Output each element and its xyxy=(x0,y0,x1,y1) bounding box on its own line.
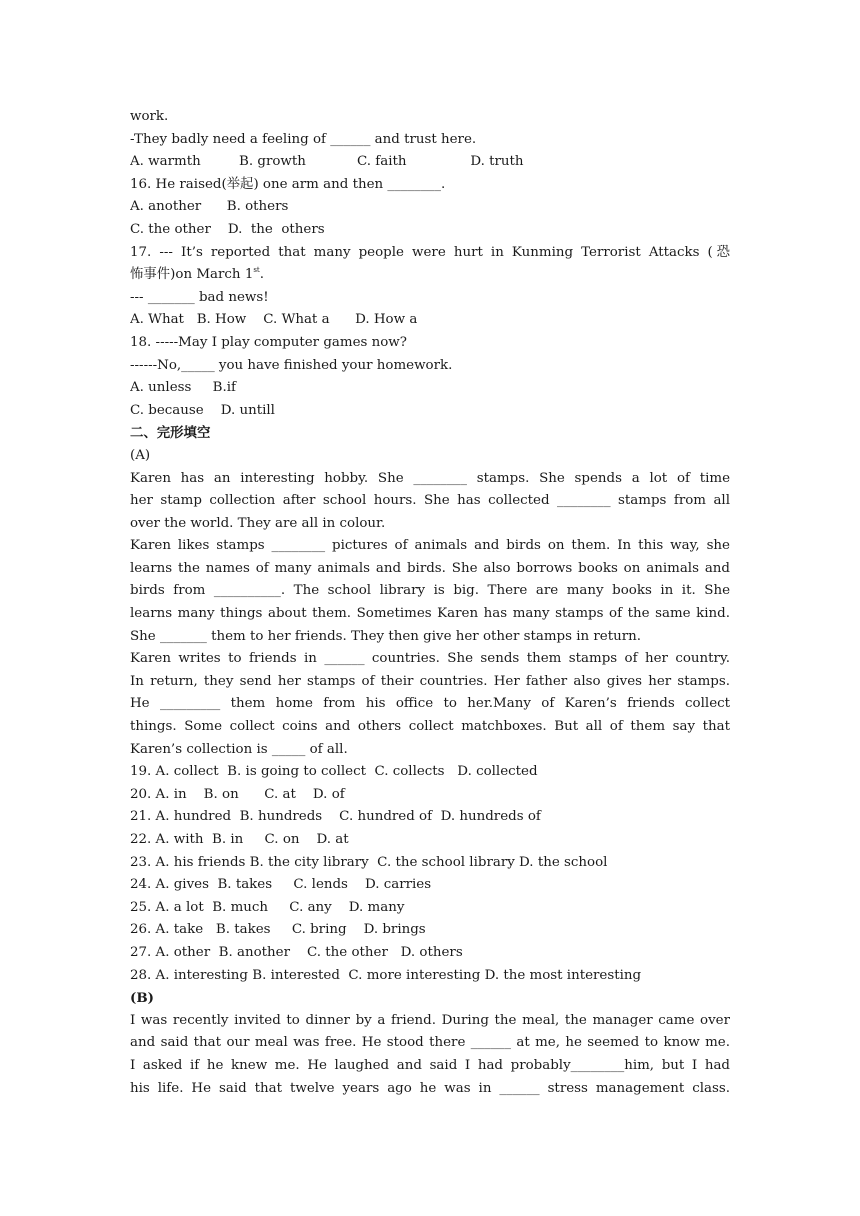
text-line xyxy=(130,422,730,445)
line-text: 二、完形填空 xyxy=(130,425,211,442)
text-line xyxy=(130,965,730,988)
line-text: Karen has an interesting hobby. She ________ stamps. She spends a lot of time xyxy=(130,470,730,486)
text-line xyxy=(130,196,730,219)
text-line xyxy=(130,806,730,829)
line-text: ------No,_____ you have finished your homework. xyxy=(130,357,453,373)
text-line xyxy=(130,535,730,558)
text-line xyxy=(130,174,730,197)
line-text: 27. A. other B. another C. the other D. others xyxy=(130,944,463,960)
line-text: work. xyxy=(130,109,169,124)
line-text: 22. A. with B. in C. on D. at xyxy=(130,832,349,847)
text-line xyxy=(130,400,730,423)
text-line xyxy=(130,761,730,784)
text-line xyxy=(130,648,730,671)
line-text: Karen’s collection is _____ of all. xyxy=(130,741,348,757)
line-text: 24. A. gives B. takes C. lends D. carries xyxy=(130,877,432,893)
text-line xyxy=(130,490,730,513)
text-line xyxy=(130,445,730,468)
line-text: A. another B. others xyxy=(130,199,289,215)
line-text: his life. He said that twelve years ago he was in ______ stress management class. xyxy=(130,1080,730,1096)
line-text: 23. A. his friends B. the city library C. the school library D. the school xyxy=(130,854,608,870)
line-text: 16. He raised(举起) one arm and then ________. xyxy=(130,176,446,192)
line-text: She _______ them to her friends. They then give her other stamps in return. xyxy=(130,628,642,644)
text-line xyxy=(130,264,730,287)
text-line xyxy=(130,829,730,852)
text-line xyxy=(130,219,730,242)
line-text: 20. A. in B. on C. at D. of xyxy=(130,786,345,802)
line-text: 25. A. a lot B. much C. any D. many xyxy=(130,899,405,915)
line-text: over the world. They are all in colour. xyxy=(130,515,386,531)
text-line xyxy=(130,716,730,739)
text-line xyxy=(130,874,730,897)
text-line xyxy=(130,129,730,152)
line-text: 18. -----May I play computer games now? xyxy=(130,334,407,350)
text-line xyxy=(130,309,730,332)
text-line xyxy=(130,1078,730,1101)
line-text: 17. --- It’s reported that many people were hurt in Kunming Terrorist Attacks (恐 xyxy=(130,244,730,260)
text-line xyxy=(130,942,730,965)
text-line xyxy=(130,106,730,129)
text-line xyxy=(130,287,730,310)
line-text: A. warmth B. growth C. faith D. truth xyxy=(130,154,524,170)
text-line xyxy=(130,377,730,400)
text-line xyxy=(130,1055,730,1078)
line-text: her stamp collection after school hours. She has collected ________ stamps from all xyxy=(130,493,730,509)
line-text: learns the names of many animals and birds. She also borrows books on animals and xyxy=(130,560,730,576)
line-text: (A) xyxy=(130,447,151,463)
line-text: 19. A. collect B. is going to collect C. collects D. collected xyxy=(130,764,538,780)
line-text: things. Some collect coins and others collect matchboxes. But all of them say that xyxy=(130,719,730,735)
line-text-tail: . xyxy=(259,267,265,283)
line-text: He _________ them home from his office to her.Many of Karen’s friends collect xyxy=(130,696,730,712)
text-line xyxy=(130,739,730,762)
text-line xyxy=(130,468,730,491)
line-text: In return, they send her stamps of their countries. Her father also gives her stamps. xyxy=(130,673,730,689)
text-line xyxy=(130,332,730,355)
text-line xyxy=(130,852,730,875)
superscript: st xyxy=(253,266,260,275)
text-line xyxy=(130,897,730,920)
line-text: 26. A. take B. takes C. bring D. brings xyxy=(130,922,426,938)
text-line xyxy=(130,626,730,649)
text-line xyxy=(130,580,730,603)
line-text: learns many things about them. Sometimes Karen has many stamps of the same kind. xyxy=(130,606,730,622)
line-text: I asked if he knew me. He laughed and said I had probably________him, but I had xyxy=(130,1057,730,1073)
text-line xyxy=(130,355,730,378)
line-text: and said that our meal was free. He stood there ______ at me, he seemed to know me. xyxy=(130,1035,730,1051)
line-text: I was recently invited to dinner by a friend. During the meal, the manager came over xyxy=(130,1012,730,1028)
line-text: (B) xyxy=(130,990,154,1007)
text-line xyxy=(130,242,730,265)
line-text: C. because D. untill xyxy=(130,402,275,418)
text-line xyxy=(130,671,730,694)
text-line xyxy=(130,558,730,581)
line-text: A. What B. How C. What a D. How a xyxy=(130,312,418,328)
text-line xyxy=(130,784,730,807)
text-line xyxy=(130,1032,730,1055)
line-text: A. unless B.if xyxy=(130,380,237,396)
text-line xyxy=(130,919,730,942)
line-text: Karen writes to friends in ______ countries. She sends them stamps of her country. xyxy=(130,651,730,667)
text-line xyxy=(130,603,730,626)
line-text: C. the other D. the others xyxy=(130,221,325,237)
line-text: 怖事件)on March 1 xyxy=(130,267,254,283)
line-text: -They badly need a feeling of ______ and trust here. xyxy=(130,131,477,147)
text-line xyxy=(130,151,730,174)
text-line xyxy=(130,1010,730,1033)
line-text: --- _______ bad news! xyxy=(130,289,269,305)
text-line xyxy=(130,693,730,716)
text-line xyxy=(130,513,730,536)
line-text: 21. A. hundred B. hundreds C. hundred of D. hundreds of xyxy=(130,809,541,825)
line-text: 28. A. interesting B. interested C. more interesting D. the most interesting xyxy=(130,967,642,983)
line-text: birds from __________. The school library is big. There are many books in it. She xyxy=(130,583,730,599)
text-line xyxy=(130,987,730,1010)
line-text: Karen likes stamps ________ pictures of animals and birds on them. In this way, she xyxy=(130,538,730,554)
document-page xyxy=(130,106,730,1100)
